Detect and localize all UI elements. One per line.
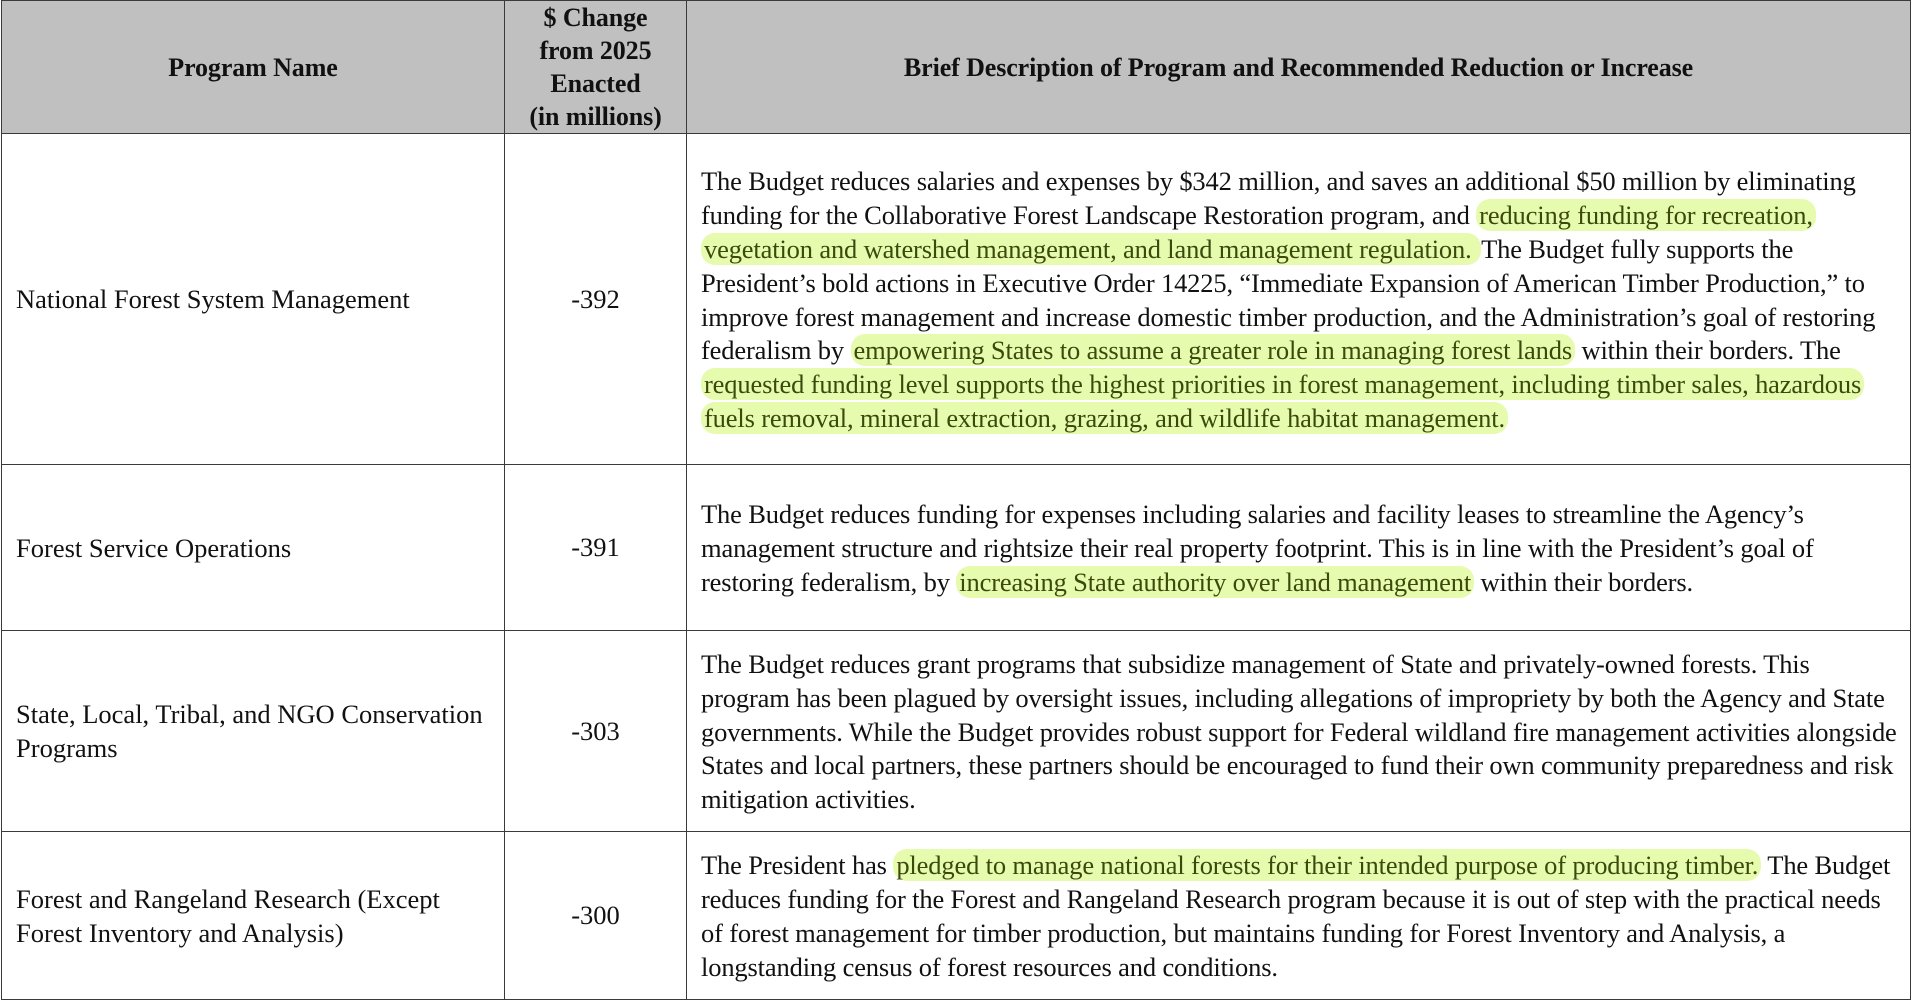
table-header-row: [2, 1, 1911, 134]
header-change-line: (in millions): [529, 102, 662, 131]
header-change: [505, 1, 687, 134]
header-change-line: Enacted: [550, 69, 641, 98]
header-program-name: Program Name: [2, 1, 505, 134]
description-cell: [687, 134, 1911, 465]
description-text: The Budget reduces salaries and expenses by $342 million, and saves an additional $50 million by eliminating funding for the Collaborative Forest Landscape Restoration program, and: [701, 166, 1856, 231]
table-row: [2, 465, 1911, 631]
budget-reduction-table: [1, 0, 1911, 1000]
description-text: within their borders. The: [1574, 335, 1841, 366]
highlighted-text: empowering States to assume a greater role in managing forest lands: [851, 334, 1575, 366]
program-name-cell: Forest Service Operations: [2, 465, 505, 631]
highlighted-text: increasing State authority over land management: [956, 566, 1474, 598]
header-change-line: $ Change: [543, 3, 648, 32]
change-cell: -391: [505, 465, 687, 631]
program-name-cell: National Forest System Management: [2, 134, 505, 465]
table-row: [2, 134, 1911, 465]
description-text: The Budget reduces funding for the Forest and Rangeland Research program because it is out of step with the practical needs of forest management for timber production, but maintains funding for Forest Inventory and Analysis, a longstanding census of forest resources and conditions.: [701, 850, 1891, 982]
header-description: Brief Description of Program and Recommended Reduction or Increase: [687, 1, 1911, 134]
highlighted-text: reducing funding for recreation, vegetation and watershed management, and land management regulation.: [701, 199, 1816, 265]
program-name-cell: Forest and Rangeland Research (Except Forest Inventory and Analysis): [2, 832, 505, 1000]
change-cell: -300: [505, 832, 687, 1000]
highlighted-text: pledged to manage national forests for their intended purpose of producing timber.: [893, 849, 1761, 881]
description-cell: [687, 631, 1911, 832]
description-text: The Budget fully supports the President’s bold actions in Executive Order 14225, “Immediate Expansion of American Timber Production,” to improve forest management and increase domestic timber production, and the Administration’s goal of restoring federalism by: [701, 233, 1876, 366]
table-body: [2, 134, 1911, 1000]
program-name-cell: State, Local, Tribal, and NGO Conservation Programs: [2, 631, 505, 832]
header-change-line: from 2025: [539, 36, 652, 65]
change-cell: -303: [505, 631, 687, 832]
description-text: The President has: [701, 850, 894, 881]
description-text: The Budget reduces grant programs that subsidize management of State and privately-owned forests. This program has been plagued by oversight issues, including allegations of impropriety by both the Agency and State governments. While the Budget provides robust support for Federal wildland fire management activities alongside States and local partners, these partners should be encouraged to fund their own community preparedness and risk mitigation activities.: [701, 649, 1897, 815]
table-row: [2, 631, 1911, 832]
description-cell: [687, 832, 1911, 1000]
table-row: [2, 832, 1911, 1000]
description-text: The Budget reduces funding for expenses including salaries and facility leases to streamline the Agency’s management structure and rightsize their real property footprint. This is in line with the President’s goal of restoring federalism, by: [701, 499, 1814, 597]
description-text: within their borders.: [1474, 566, 1693, 597]
description-cell: [687, 465, 1911, 631]
change-cell: -392: [505, 134, 687, 465]
highlighted-text: requested funding level supports the highest priorities in forest management, including timber sales, hazardous fuels removal, mineral extraction, grazing, and wildlife habitat management.: [701, 368, 1864, 434]
